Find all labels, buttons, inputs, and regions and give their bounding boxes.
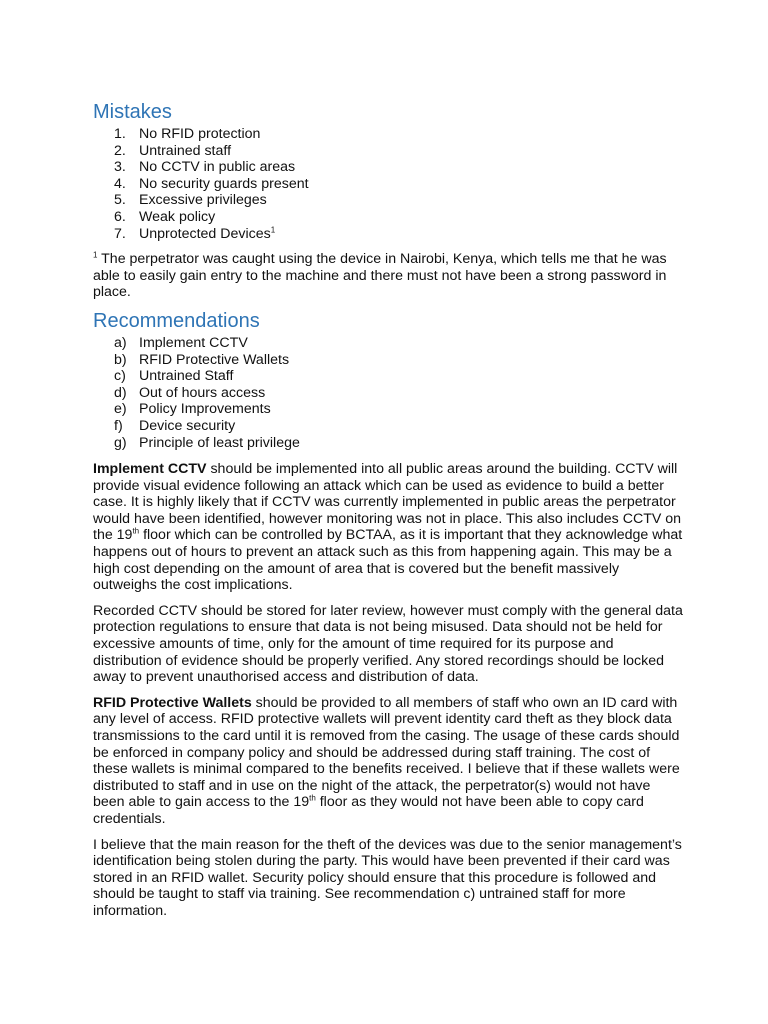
list-text: Excessive privileges [139,192,267,209]
list-letter: b) [114,351,127,368]
list-text: Out of hours access [139,384,266,401]
paragraph-rfid-wallets [93,695,683,828]
recommendations-list [93,335,683,451]
paragraph-main-reason: I believe that the main reason for the theft of the devices was due to the senior management’s identification being stolen during the party. This would have been prevented if their card was stored in an RFID wallet. Security policy should ensure that this procedure is followed and should be taught to staff via training. See recommendation c) untrained staff for more information. [93,836,682,919]
mistakes-heading: Mistakes [93,101,172,123]
list-number: 2. [114,142,126,159]
list-letter: c) [114,368,126,385]
list-item [93,368,683,385]
list-item [93,176,683,193]
list-item [93,418,683,435]
list-text: Device security [139,417,236,434]
list-number: 5. [114,192,126,209]
list-letter: a) [114,334,127,351]
list-text: No RFID protection [139,126,261,142]
list-text: Untrained staff [139,142,232,159]
list-text: Policy Improvements [139,401,271,418]
list-item [93,435,683,452]
list-item [93,335,683,352]
footnote-marker: 1 [93,250,98,260]
list-number: 6. [114,208,126,225]
document-page [93,100,683,920]
paragraph-text: floor which can be controlled by BCTAA, as it is important that they acknowledge what happens out of hours to prevent an attack such as this from happening again. This may be a high cost depending on the amount of area that is covered but the benefit massively outweighs the cost implications. [93,527,683,594]
recommendations-heading: Recommendations [93,309,260,332]
list-number: 4. [114,175,126,192]
ordinal-suffix: th [309,793,316,803]
footnote-reference[interactable]: 1 [270,224,276,234]
list-letter: f) [114,417,123,434]
list-item [93,401,683,418]
list-item [93,226,683,243]
footnote-text: The perpetrator was caught using the device in Nairobi, Kenya, which tells me that he was able to easily gain entry to the machine and there must not have been a strong password in place. [93,251,667,301]
list-text: Principle of least privilege [139,434,300,451]
list-text: Implement CCTV [139,334,248,351]
list-item [93,192,683,209]
list-number: 3. [114,159,126,176]
list-text: No security guards present [139,175,309,192]
list-text: Untrained Staff [139,368,234,385]
list-text: Weak policy [139,208,216,225]
paragraph-text: should be implemented into all public areas around the building. CCTV will provide visual evidence following an attack which can be used as evidence to build a better case. It is highly likely that if CCTV was currently implemented in public areas the perpetrator would have been identified, however monitoring was not in place. This also includes CCTV on the 19 [93,461,682,544]
list-number: 1. [114,126,126,142]
list-text: No CCTV in public areas [139,159,296,176]
paragraph-lead: RFID Protective Wallets [93,694,252,711]
paragraph-text: floor as they would not have been able to copy card credentials. [93,794,644,827]
footnote [93,251,683,301]
list-text: Unprotected Devices [139,225,271,242]
list-item [93,352,683,369]
paragraph-lead: Implement CCTV [93,461,207,478]
list-item [93,385,683,402]
list-letter: g) [114,434,127,451]
list-item [93,209,683,226]
list-item [93,143,683,160]
list-letter: d) [114,384,127,401]
list-item [93,159,683,176]
mistakes-list [93,126,683,242]
paragraph-text: should be provided to all members of staff who own an ID card with any level of access. RFID protective wallets will prevent identity card theft as they block data transmissions to the card until it is removed from the casing. The usage of these cards should be enforced in company policy and should be addressed during staff training. The cost of these wallets is minimal compared to the benefits received. I believe that if these wallets were distributed to staff and in use on the night of the attack, the perpetrator(s) would not have been able to gain access to the 19 [93,694,680,811]
paragraph-implement-cctv [93,461,683,594]
list-text: RFID Protective Wallets [139,351,290,368]
paragraph-recorded-cctv: Recorded CCTV should be stored for later review, however must comply with the general data protection regulations to ensure that data is not being misused. Data should not be held for excessive amounts of time, only for the amount of time required for its purpose and distribution of evidence should be properly verified. Any stored recordings should be locked away to prevent unauthorised access and distribution of data. [93,602,683,686]
list-letter: e) [114,401,127,418]
list-number: 7. [114,225,126,242]
list-item [93,126,683,143]
ordinal-suffix: th [132,526,140,536]
